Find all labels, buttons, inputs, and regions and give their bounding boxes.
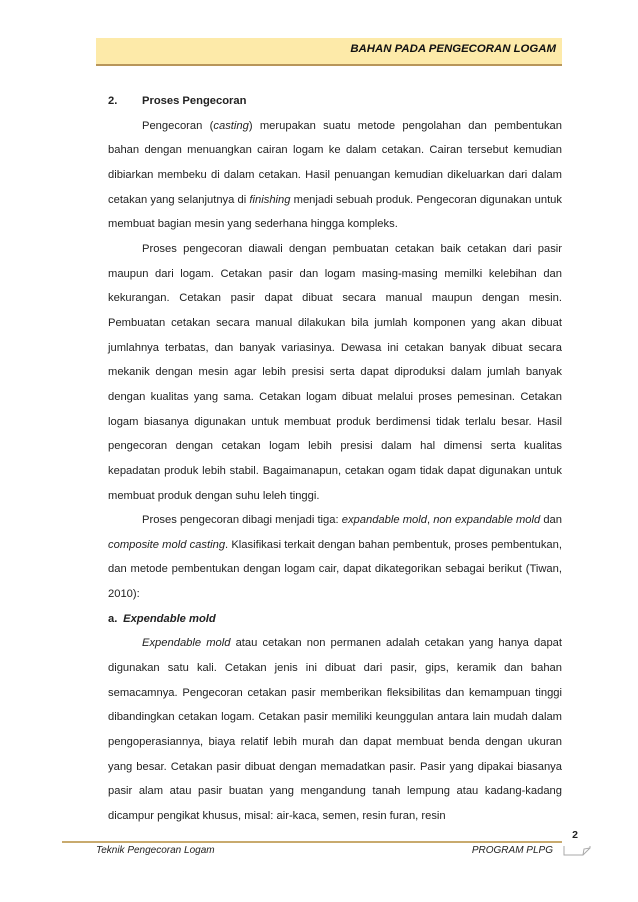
p1-text-e: menjadi sebuah produk. Pengecoran digunakan untuk membuat bagian mesin yang sederhana hingga kompleks. bbox=[108, 193, 562, 231]
header-band bbox=[96, 38, 562, 66]
p4-text-b: atau cetakan non permanen adalah cetakan yang hanya dapat digunakan satu kali. Cetakan jenis ini dibuat dari pasir, gips, keramik dan bahan semacamnya. Pengecoran cetakan pasir memberikan fleksibilitas dan kemampuan tinggi dibandingkan cetakan logam. Cetakan pasir memiliki keunggulan antara lain mudah dalam pengoperasiannya, biaya relatif lebih murah dan dapat membuat benda dengan ukuran yang besar. Cetakan pasir dibuat dengan memadatkan pasir. Pasir yang dipakai biasanya pasir alam atau pasir buatan yang mengandung tanah lempung atau kadang-kadang dicampur pengikat khusus, misal: air-kaca, semen, resin furan, resin bbox=[108, 637, 563, 823]
p4-emphasis-expendable: Expendable mold bbox=[142, 637, 231, 650]
section-heading bbox=[108, 89, 562, 114]
paragraph-4 bbox=[108, 631, 562, 828]
paragraph-1 bbox=[108, 114, 562, 237]
document-body bbox=[108, 89, 562, 829]
p3-text-g: . Klasifikasi terkait dengan bahan pembentuk, proses pembentukan, dan metode pembentukan dengan logam cair, dapat dikategorikan sebagai berikut (Tiwan, 2010): bbox=[108, 538, 562, 601]
header-title: BAHAN PADA PENGECORAN LOGAM bbox=[350, 43, 556, 55]
page-corner-icon bbox=[563, 826, 591, 856]
subsection-title: Expendable mold bbox=[123, 612, 216, 625]
page-number: 2 bbox=[572, 829, 578, 841]
section-number: 2. bbox=[108, 95, 118, 107]
p3-text-e: dan bbox=[540, 514, 562, 527]
p1-text-c: ) merupakan suatu metode pengolahan dan pembentukan bahan dengan menuangkan cairan logam ke dalam cetakan. Cairan tersebut kemudian dibiarkan membeku di dalam cetakan. Hasil penuangan kemudian dikeluarkan dari dalam cetakan yang selanjutnya di bbox=[108, 119, 562, 206]
p3-text-a: Proses pengecoran dibagi menjadi tiga: bbox=[142, 514, 342, 527]
subsection-heading bbox=[108, 607, 562, 632]
section-title: Proses Pengecoran bbox=[142, 95, 247, 107]
paragraph-3 bbox=[108, 508, 562, 607]
p3-emphasis-expandable: expandable mold bbox=[341, 514, 427, 527]
p3-text-c: , bbox=[426, 514, 434, 527]
footer-rule bbox=[62, 841, 562, 843]
page-number-box bbox=[563, 826, 591, 856]
p1-text-a: Pengecoran ( bbox=[142, 119, 214, 132]
p3-emphasis-composite: composite mold casting bbox=[108, 538, 226, 551]
footer-right-text: PROGRAM PLPG bbox=[471, 845, 553, 856]
p1-emphasis-casting: casting bbox=[213, 119, 249, 132]
p1-emphasis-finishing: finishing bbox=[249, 193, 291, 206]
footer-left-text: Teknik Pengecoran Logam bbox=[96, 845, 215, 856]
subsection-letter: a. bbox=[108, 612, 118, 625]
paragraph-2: Proses pengecoran diawali dengan pembuatan cetakan baik cetakan dari pasir maupun dari logam. Cetakan pasir dan logam masing-masing memilki kelebihan dan kekurangan. Cetakan pasir dapat dibuat secara manual maupun dengan mesin. Pembuatan cetakan secara manual dilakukan bila jumlah komponen yang akan dibuat jumlahnya terbatas, dan banyak variasinya. Dewasa ini cetakan banyak dibuat secara mekanik dengan mesin agar lebih presisi serta dapat diproduksi dalam jumlah banyak dengan kualitas yang sama. Cetakan logam dibuat melalui proses pemesinan. Cetakan logam biasanya digunakan untuk membuat produk berdimensi tidak terlalu besar. Hasil pengecoran dengan cetakan logam lebih presisi dalam hal dimensi serta kualitas kepadatan produk lebih stabil. Bagaimanapun, cetakan ogam tidak dapat digunakan untuk membuat produk dengan suhu leleh tinggi. bbox=[108, 242, 562, 502]
p3-emphasis-non-expandable: non expandable mold bbox=[433, 514, 541, 527]
